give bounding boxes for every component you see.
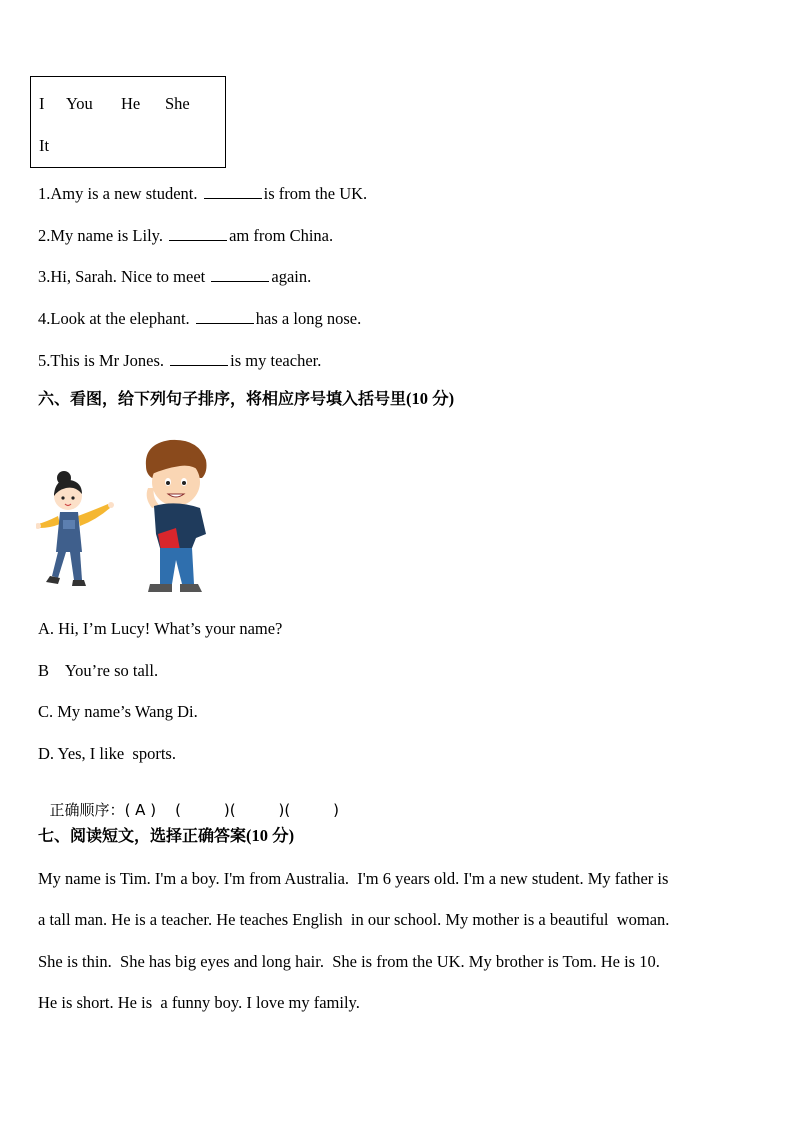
passage-line-1: My name is Tim. I'm a boy. I'm from Australia. I'm 6 years old. I'm a new student. My father is (38, 869, 669, 888)
question-3 (38, 267, 311, 286)
section-7-title: 七、阅读短文，选择正确答案 (38, 826, 247, 845)
question-5 (38, 351, 321, 370)
passage-line-2: a tall man. He is a teacher. He teaches English in our school. My mother is a beautiful woman. (38, 910, 670, 929)
question-1-text: 1.Amy is a new student. (38, 184, 198, 203)
word-i: I (39, 94, 45, 113)
answer-blank-3[interactable] (211, 267, 269, 282)
question-2-text: 2.My name is Lily. (38, 226, 163, 245)
passage-line-4: He is short. He is a funny boy. I love my family. (38, 993, 360, 1012)
option-a: A. Hi, I’m Lucy! What’s your name? (38, 619, 283, 638)
question-2-tail: am from China. (229, 226, 334, 245)
question-1 (38, 184, 367, 203)
answer-blank-4[interactable] (196, 309, 254, 324)
passage-line-3: She is thin. She has big eyes and long hair. She is from the UK. My brother is Tom. He is 10. (38, 952, 660, 971)
question-4-tail: has a long nose. (255, 309, 362, 328)
order-slot-1: ( A ) (124, 801, 157, 819)
word-it: It (39, 136, 50, 155)
section-7-heading (38, 828, 294, 845)
question-4-text: 4.Look at the elephant. (38, 309, 190, 328)
option-b: B You’re so tall. (38, 661, 159, 680)
word-he: He (121, 94, 141, 113)
section-6-heading (38, 391, 454, 408)
order-row (40, 788, 339, 818)
option-c: C. My name’s Wang Di. (38, 702, 198, 721)
question-5-tail: is my teacher. (230, 351, 322, 370)
word-you: You (66, 94, 93, 113)
question-1-tail: is from the UK. (263, 184, 368, 203)
order-label: 正确顺序： (49, 801, 125, 819)
answer-blank-1[interactable] (204, 184, 262, 199)
word-box (30, 76, 226, 168)
question-2 (38, 226, 333, 245)
order-slot-2[interactable]: ( ) (175, 801, 230, 819)
option-d: D. Yes, I like sports. (38, 744, 176, 763)
question-3-tail: again. (271, 267, 312, 286)
answer-blank-2[interactable] (169, 226, 227, 241)
word-she: She (165, 94, 190, 113)
order-slot-4[interactable]: ( ) (284, 801, 340, 819)
girl-illustration (36, 468, 116, 592)
section-6-score: (10 分) (406, 389, 455, 408)
question-4 (38, 309, 361, 328)
boy-illustration (140, 438, 214, 596)
question-5-text: 5.This is Mr Jones. (38, 351, 165, 370)
section-6-title: 六、看图，给下列句子排序，将相应序号填入括号里 (38, 389, 407, 408)
section-7-score: (10 分) (246, 826, 295, 845)
answer-blank-5[interactable] (170, 351, 228, 366)
order-slot-3[interactable]: ( ) (229, 801, 285, 819)
question-3-text: 3.Hi, Sarah. Nice to meet (38, 267, 206, 286)
